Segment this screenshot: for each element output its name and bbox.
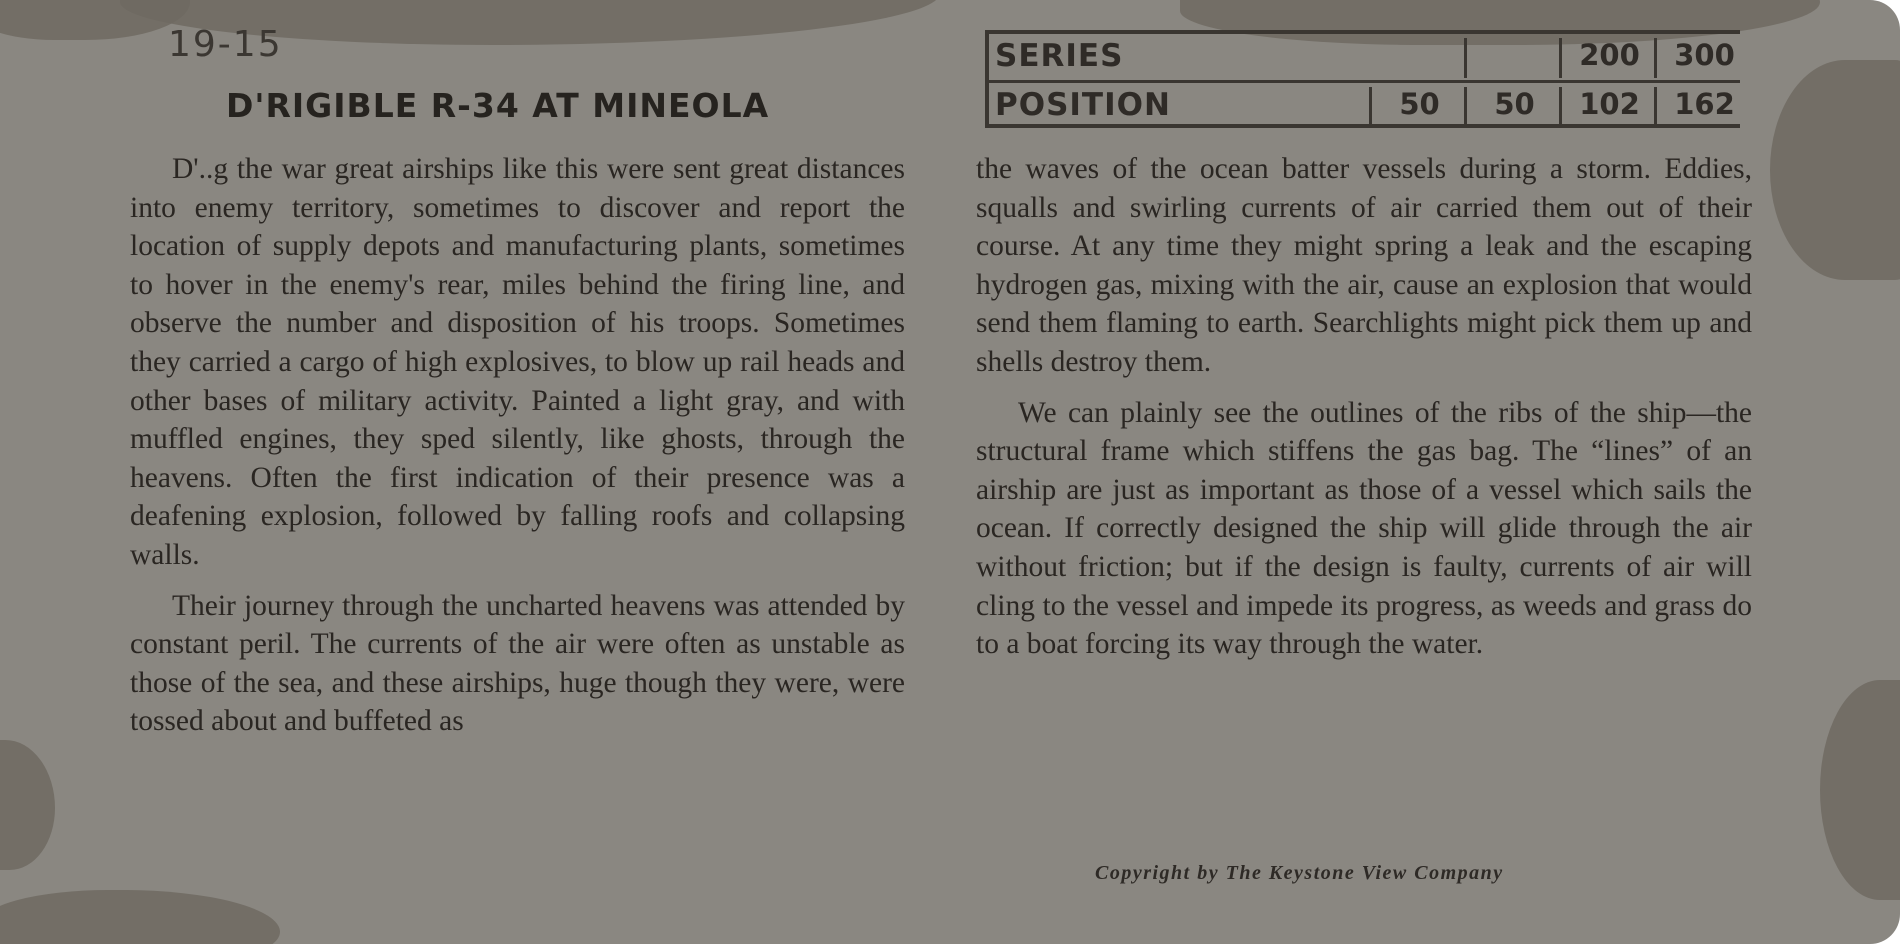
paragraph: We can plainly see the outlines of the ribs of the ship—the structural frame which stiffens the gas bag. The “lines” of an airship are just as important as those of a vessel which sails the ocean. If correctly designed the ship will glide through the air without friction; but if the design is faulty, currents of air will cling to the vessel and impede its progress, as weeds and grass do to a boat forcing its way through the water. [976,396,1752,661]
stain-bottom-right [1820,680,1900,900]
position-cell: 102 [1559,87,1657,127]
document-title: D'RIGIBLE R-34 AT MINEOLA [226,86,770,125]
stain-right-edge [1770,60,1900,280]
series-cell: 300 [1654,38,1752,78]
copyright-line: Copyright by The Keystone View Company [1095,862,1504,884]
position-label: POSITION [995,87,1171,123]
series-cell: 200 [1559,38,1657,78]
series-cell [1464,38,1562,78]
series-label: SERIES [995,38,1124,74]
stain-bottom-left [0,890,280,944]
series-cell [1369,38,1464,78]
right-text-column [976,150,1752,664]
series-row [989,34,1740,83]
left-text-column [130,150,905,741]
stamp-number: 19-15 [168,24,283,65]
stain-left-edge [0,740,55,870]
position-row [989,83,1740,129]
paragraph: Their journey through the uncharted heavens was attended by constant peril. The currents of the air were often as unstable as those of the sea, and these airships, huge though they were, were tossed about and buffeted as [130,589,905,738]
position-cell: 50 [1369,87,1467,127]
series-position-stamp [985,30,1740,128]
position-cell: 50 [1464,87,1562,127]
paragraph: the waves of the ocean batter vessels during a storm. Eddies, squalls and swirling currents of air carried them out of their course. At any time they might spring a leak and the escaping hydrogen gas, mixing with the air, cause an explosion that would send them flaming to earth. Searchlights might pick them up and shells destroy them. [976,153,1752,378]
paragraph: D'..g the war great airships like this were sent great distances into enemy territory, sometimes to discover and report the location of supply depots and manufacturing plants, sometimes to hover in the enemy's rear, miles behind the firing line, and observe the number and disposition of his troops. Sometimes they carried a cargo of high explosives, to blow up rail heads and other bases of military activity. Painted a light gray, and with muffled engines, they sped silently, like ghosts, through the heavens. Often the first indication of their presence was a deafening explosion, followed by falling roofs and collapsing walls. [130,153,905,571]
position-cell: 162 [1654,87,1752,127]
